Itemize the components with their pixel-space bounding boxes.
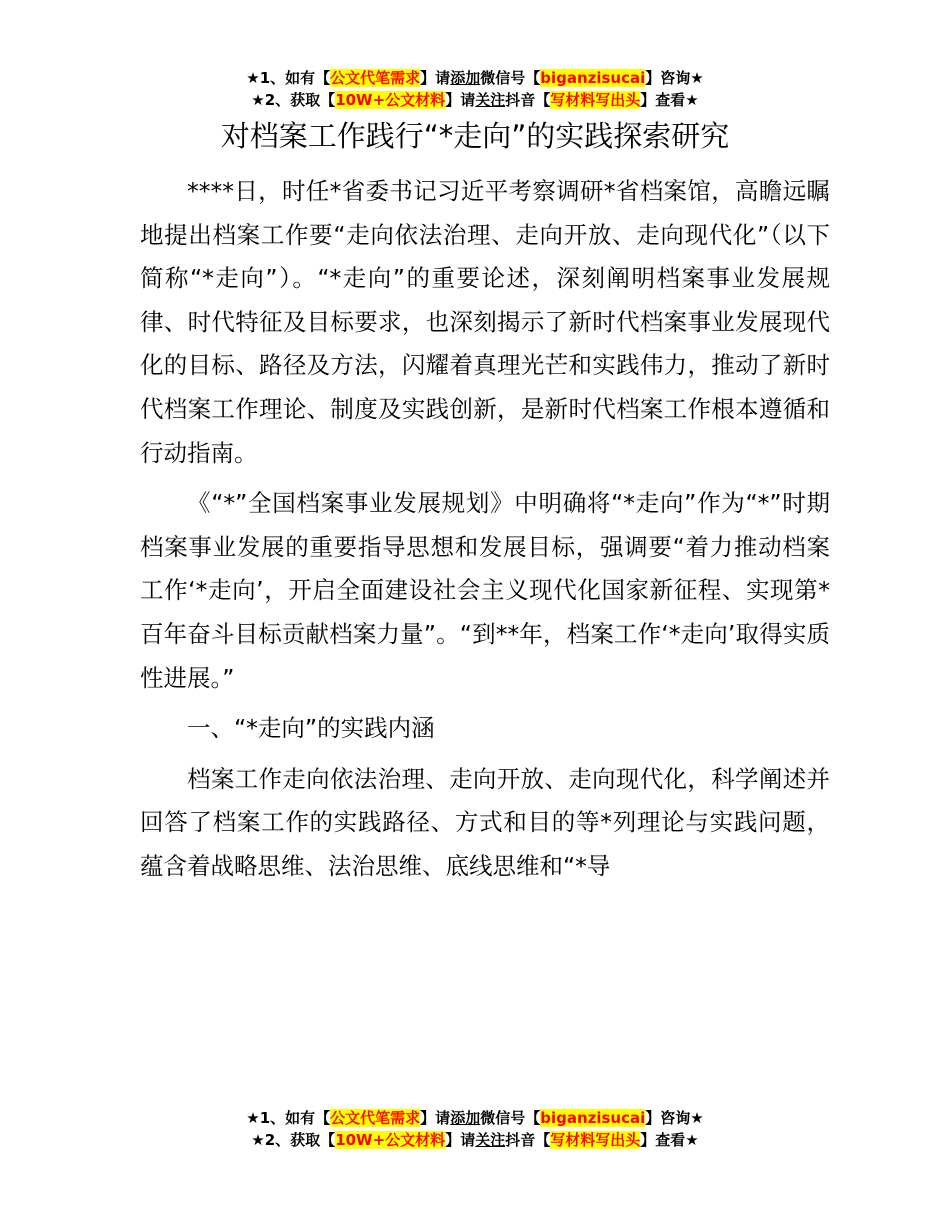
section-heading: 一、“*走向”的实践内涵: [187, 714, 435, 743]
banner-line-2: [0, 1129, 950, 1151]
banner-text: 】请: [420, 69, 451, 87]
banner-text: ★1、如有【: [246, 69, 331, 87]
highlight-text: 公文代笔需求: [330, 1109, 421, 1127]
underlined-text: 关注: [475, 1131, 506, 1149]
highlight-text: 10W+公文材料: [335, 91, 446, 109]
banner-text: ★2、获取【: [251, 91, 336, 109]
wechat-id: biganzisucai: [540, 1109, 646, 1127]
banner-text: ★2、获取【: [251, 1131, 336, 1149]
banner-line-1: [0, 67, 950, 89]
banner-text: 】请: [445, 1131, 476, 1149]
paragraph: 《“*”全国档案事业发展规划》中明确将“*走向”作为“*”时期档案事业发展的重要指导思想和发展目标，强调要“着力推动档案工作‘*走向’，开启全面建设社会主义现代化国家新征程、实现第*百年奋斗目标贡献档案力量”。“到**年，档案工作‘*走向’取得实质性进展。”: [140, 489, 830, 692]
underlined-text: 添加: [450, 69, 481, 87]
header-banner: [0, 67, 950, 111]
douyin-id: 写材料写出头: [550, 91, 641, 109]
banner-text: 抖音【: [505, 91, 551, 109]
banner-text: 微信号【: [480, 69, 541, 87]
document-body: [140, 170, 830, 896]
paragraph: 档案工作走向依法治理、走向开放、走向现代化，科学阐述并回答了档案工作的实践路径、方式和目的等*列理论与实践问题，蕴含着战略思维、法治思维、底线思维和“*导: [140, 764, 830, 880]
banner-line-1: [0, 1107, 950, 1129]
douyin-id: 写材料写出头: [550, 1131, 641, 1149]
banner-text: 抖音【: [505, 1131, 551, 1149]
banner-text: 】查看★: [640, 91, 699, 109]
paragraph: ****日，时任*省委书记习近平考察调研*省档案馆，高瞻远瞩地提出档案工作要“走向依法治理、走向开放、走向现代化”（以下简称“*走向”）。“*走向”的重要论述，深刻阐明档案事业发展规律、时代特征及目标要求，也深刻揭示了新时代档案事业发展现代化的目标、路径及方法，闪耀着真理光芒和实践伟力，推动了新时代档案工作理论、制度及实践创新，是新时代档案工作根本遵循和行动指南。: [140, 177, 830, 467]
banner-text: 】查看★: [640, 1131, 699, 1149]
wechat-id: biganzisucai: [540, 69, 646, 87]
banner-text: ★1、如有【: [246, 1109, 331, 1127]
underlined-text: 关注: [475, 91, 506, 109]
footer-banner: [0, 1107, 950, 1151]
document-title: 对档案工作践行“*走向”的实践探索研究: [220, 119, 730, 153]
banner-line-2: [0, 89, 950, 111]
underlined-text: 添加: [450, 1109, 481, 1127]
banner-text: 】咨询★: [645, 1109, 704, 1127]
banner-text: 微信号【: [480, 1109, 541, 1127]
highlight-text: 10W+公文材料: [335, 1131, 446, 1149]
banner-text: 】请: [420, 1109, 451, 1127]
banner-text: 】咨询★: [645, 69, 704, 87]
banner-text: 】请: [445, 91, 476, 109]
highlight-text: 公文代笔需求: [330, 69, 421, 87]
